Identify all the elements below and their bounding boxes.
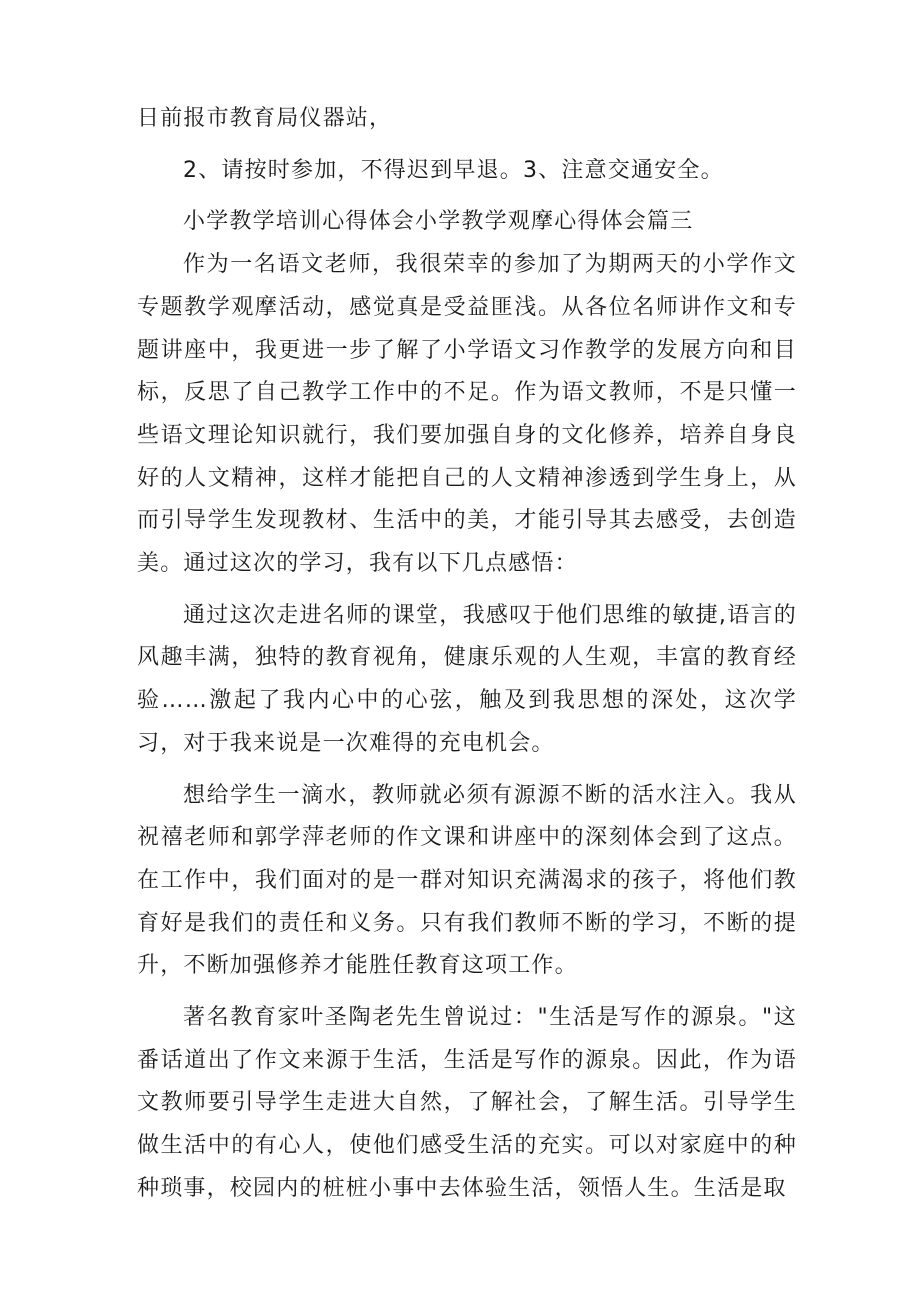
paragraph-insight-1: 通过这次走进名师的课堂，我感叹于他们思维的敏捷,语言的风趣丰满，独特的教育视角，健康乐观的人生观，丰富的教育经验……激起了我内心中的心弦，触及到我思想的深处，这次学习，对于我来说是一次难得的充电机会。: [137, 602, 797, 756]
paragraph-insight-2: 想给学生一滴水，教师就必须有源源不断的活水注入。我从祝禧老师和郭学萍老师的作文课和讲座中的深刻体会到了这点。在工作中，我们面对的是一群对知识充满渴求的孩子，将他们教育好是我们的责任和义务。只有我们教师不断的学习，不断的提升，不断加强修养才能胜任教育这项工作。: [137, 782, 797, 979]
section-heading: 小学教学培训心得体会小学教学观摩心得体会篇三: [183, 209, 694, 235]
paragraph-report-instruction: 日前报市教育局仪器站，: [137, 106, 393, 131]
paragraph-insight-3: 著名教育家叶圣陶老先生曾说过："生活是写作的源泉。"这番话道出了作文来源于生活，生活是写作的源泉。因此，作为语文教师要引导学生走进大自然，了解社会，了解生活。引导学生做生活中的有心人，使他们感受生活的充实。可以对家庭中的种种琐事，校园内的桩桩小事中去体验生活，领悟人生。生活是取: [137, 1005, 797, 1201]
paragraph-notice-items: 2、请按时参加，不得迟到早退。3、注意交通安全。: [183, 157, 724, 183]
paragraph-intro: 作为一名语文老师，我很荣幸的参加了为期两天的小学作文专题教学观摩活动，感觉真是受益匪浅。从各位名师讲作文和专题讲座中，我更进一步了解了小学语文习作教学的发展方向和目标，反思了自己教学工作中的不足。作为语文教师，不是只懂一些语文理论知识就行，我们要加强自身的文化修养，培养自身良好的人文精神，这样才能把自己的人文精神渗透到学生身上，从而引导学生发现教材、生活中的美，才能引导其去感受，去创造美。通过这次的学习，我有以下几点感悟：: [137, 252, 797, 577]
document-body: [137, 98, 797, 1211]
